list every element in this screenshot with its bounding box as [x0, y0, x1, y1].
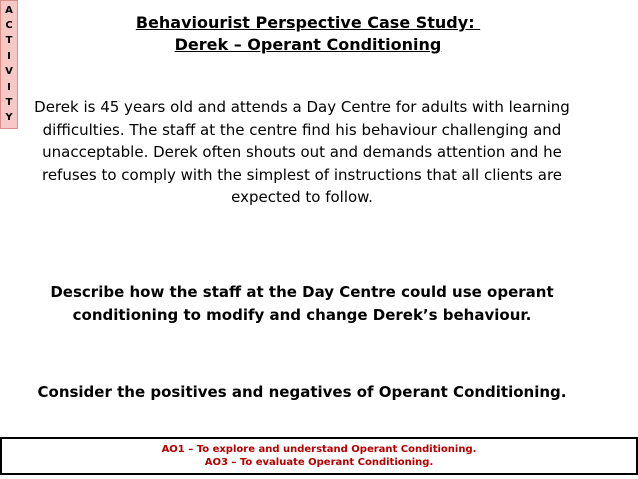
case-study-text: Derek is 45 years old and attends a Day Centre for adults with learning difficulties. The staff at the centre find his behaviour challenging and unacceptable. Derek often shouts out and demands attention and he refuses to comply with the simplest of instructions that all clients are expected to follow. [34, 98, 570, 207]
activity-letter: I [7, 81, 11, 93]
outcome-ao3: AO3 – To evaluate Operant Conditioning. [204, 457, 434, 468]
activity-tab [0, 0, 18, 129]
title-line-1: Behaviourist Perspective Case Study: [135, 13, 481, 32]
task-instruction: Describe how the staff at the Day Centre could use operant conditioning to modify and change Derek’s behaviour. [50, 283, 554, 324]
activity-letter: T [5, 35, 13, 47]
slide-title [28, 12, 588, 56]
activity-letter: C [5, 20, 13, 32]
activity-letter: Y [5, 112, 13, 124]
title-line-2: Derek – Operant Conditioning [174, 35, 442, 54]
consider-instruction: Consider the positives and negatives of Operant Conditioning. [37, 383, 567, 401]
learning-outcomes-box [0, 437, 638, 475]
activity-letter: T [5, 96, 13, 108]
activity-letter: A [5, 4, 13, 16]
activity-letter: I [7, 50, 11, 62]
outcome-ao1: AO1 – To explore and understand Operant Conditioning. [161, 444, 477, 455]
activity-letter: V [5, 66, 13, 78]
